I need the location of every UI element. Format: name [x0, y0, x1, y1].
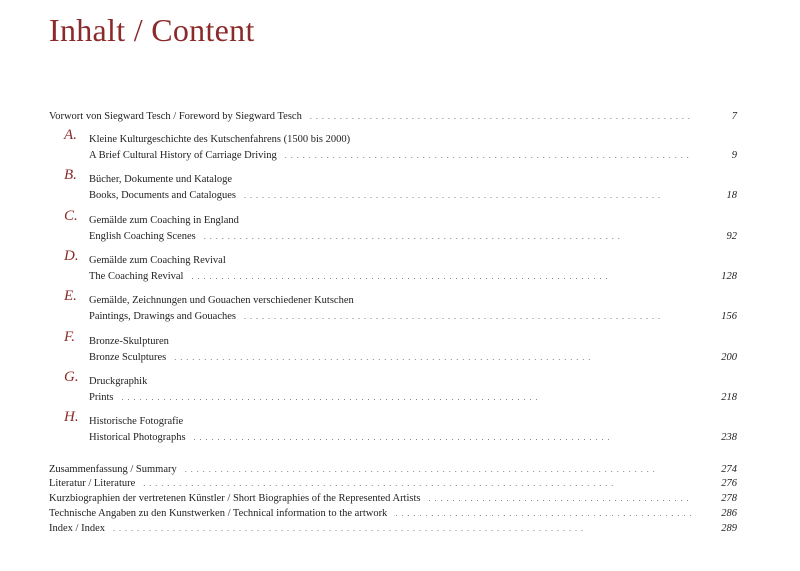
toc-section-e[interactable]: [49, 288, 737, 324]
section-title-en: A Brief Cultural History of Carriage Driving: [89, 149, 277, 161]
section-letter: C.: [64, 208, 78, 224]
toc-section-a[interactable]: [49, 127, 737, 163]
toc-page-number: 276: [721, 478, 737, 489]
toc-section-h[interactable]: [49, 409, 737, 445]
section-letter: F.: [64, 329, 75, 345]
toc-entry-text: Literatur / Literature: [49, 478, 136, 489]
toc-entry-text: Vorwort von Siegward Tesch / Foreword by Siegward Tesch: [49, 111, 302, 122]
toc-page-number: 7: [731, 111, 737, 122]
toc-page-number: 278: [721, 493, 737, 504]
toc-entry-backmatter[interactable]: [49, 522, 737, 535]
section-title-de: Bücher, Dokumente und Kataloge: [89, 174, 233, 185]
section-title-en: The Coaching Revival: [89, 270, 184, 282]
toc-entry-text: Technische Angaben zu den Kunstwerken / Technical information to the artwork: [49, 508, 388, 519]
toc-section-c[interactable]: [49, 208, 737, 244]
toc-section-b[interactable]: [49, 167, 737, 203]
dot-leader: [310, 110, 690, 123]
toc-entry-backmatter[interactable]: [49, 463, 737, 476]
section-letter: B.: [64, 167, 77, 183]
toc-entry-backmatter[interactable]: [49, 492, 737, 505]
toc-page-number: 218: [721, 391, 737, 403]
section-title-de: Kleine Kulturgeschichte des Kutschenfahrens (1500 bis 2000): [89, 134, 351, 145]
section-title-en: Paintings, Drawings and Gouaches: [89, 310, 236, 322]
toc-entry-text: Kurzbiographien der vertretenen Künstler / Short Biographies of the Represented Artists: [49, 493, 421, 504]
dot-leader: [395, 507, 693, 520]
toc-page-number: 289: [721, 523, 737, 534]
dot-leader: [244, 188, 664, 204]
section-title-de: Gemälde zum Coaching in England: [89, 215, 239, 226]
toc-page-number: 274: [721, 464, 737, 475]
section-title-de: Gemälde, Zeichnungen und Gouachen verschiedener Kutschen: [89, 295, 354, 306]
page-title: Inhalt / Content: [49, 12, 255, 48]
toc-section-f[interactable]: [49, 329, 737, 365]
dot-leader: [122, 390, 542, 406]
toc-page-number: 286: [721, 508, 737, 519]
toc-entry-text: Zusammenfassung / Summary: [49, 464, 177, 475]
toc-page-number: 9: [731, 149, 737, 161]
dot-leader: [191, 269, 611, 285]
toc-page-number: 128: [721, 270, 737, 282]
toc-entry-backmatter[interactable]: [49, 507, 737, 520]
section-title-de: Gemälde zum Coaching Revival: [89, 255, 226, 266]
dot-leader: [113, 522, 583, 535]
dot-leader: [428, 492, 693, 505]
section-title-en: Prints: [89, 391, 114, 403]
toc-page-number: 18: [726, 189, 737, 201]
section-letter: H.: [64, 409, 79, 425]
section-letter: E.: [64, 288, 77, 304]
section-title-de: Druckgraphik: [89, 376, 148, 387]
section-title-en: Historical Photographs: [89, 431, 186, 443]
toc-entry-backmatter[interactable]: [49, 477, 737, 490]
section-letter: A.: [64, 127, 77, 143]
dot-leader: [143, 477, 613, 490]
dot-leader: [244, 309, 664, 325]
section-title-de: Bronze-Skulpturen: [89, 336, 169, 347]
toc-page-number: 156: [721, 310, 737, 322]
section-title-en: English Coaching Scenes: [89, 230, 196, 242]
toc-page-number: 200: [721, 351, 737, 363]
section-letter: D.: [64, 248, 79, 264]
toc-entry-foreword[interactable]: [49, 110, 737, 123]
toc-section-d[interactable]: [49, 248, 737, 284]
dot-leader: [185, 463, 655, 476]
section-title-en: Books, Documents and Catalogues: [89, 189, 236, 201]
dot-leader: [194, 430, 614, 446]
dot-leader: [204, 229, 624, 245]
dot-leader: [285, 148, 693, 164]
section-title-de: Historische Fotografie: [89, 416, 184, 427]
section-letter: G.: [64, 369, 79, 385]
toc-entry-text: Index / Index: [49, 523, 105, 534]
toc-page-number: 92: [726, 230, 737, 242]
dot-leader: [174, 350, 594, 366]
toc-page-number: 238: [721, 431, 737, 443]
toc-section-g[interactable]: [49, 369, 737, 405]
section-title-en: Bronze Sculptures: [89, 351, 167, 363]
